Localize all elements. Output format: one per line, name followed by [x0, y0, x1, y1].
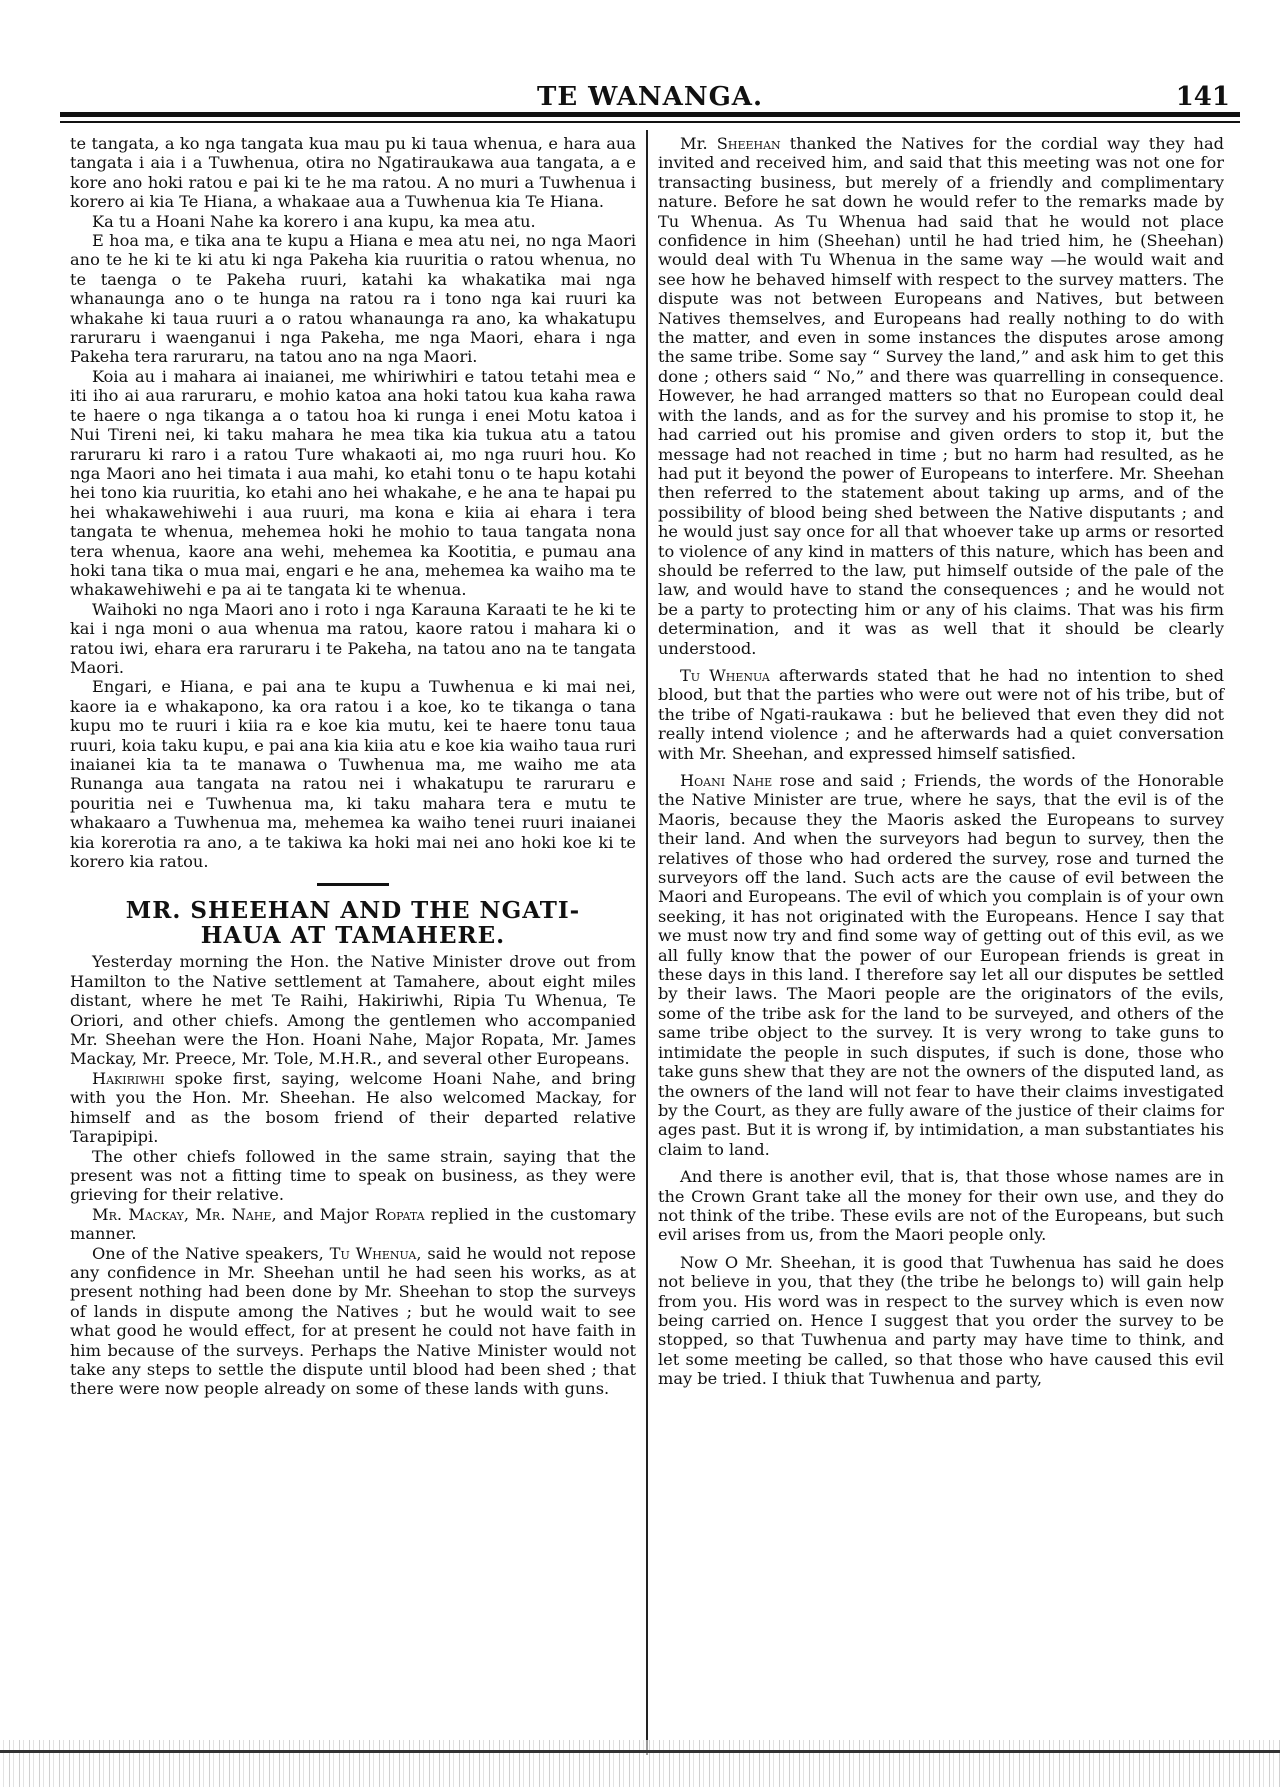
paragraph: [70, 1069, 636, 1147]
paragraph: Engari, e Hiana, e pai ana te kupu a Tuwhenua e ki mai nei, kaore ia e whakapono, ka ora ratou i a koe, ko te tikanga o tana kupu mo te ruuri i kiia ra e koe kia mutu, kei te haere tonu taua ruuri, koia taku kupu, e pai ana kia kiia atu e koe kia waiho taua ruri inaianei kia ta te manawa o Tuwhenua ma, me waiho me ata Runanga aua tangata na ratou nei i whakatupu te raruraru e pouritia nei e Tuwhenua ma, ki taku mahara tera e mutu te whakaaro a Tuwhenua ma, mehemea ka waiho tenei ruuri inaianei kia korerotia ra ano, a te takiwa ka hoki mai nei ano hoki koe ki te korero kia ratou.: [70, 677, 636, 872]
paragraph: Waihoki no nga Maori ano i roto i nga Karauna Karaati te he ki te kai i nga moni o aua whenua ma ratou, kaore ratou i mahara ki o ratou iwi, ehara era raruraru i te Pakeha, na tatou ano na te tangata Maori.: [70, 599, 636, 677]
paragraph: [70, 1147, 636, 1205]
paragraph-text: , said he would not repose any confidence in Mr. Sheehan until he had seen his works, as at present nothing had been done by Mr. Sheehan to stop the surveys of lands in dispute among the Natives ; but he would wait to see what good he would effect, for at present he could not have faith in him because of the surveys. Perhaps the Native Minister would not take any steps to settle the dispute until blood had been shed ; that there were now people already on some of these lands with guns.: [70, 1243, 636, 1399]
paragraph: [658, 134, 1224, 658]
scan-noise: [0, 1740, 1280, 1787]
paragraph-text: spoke first, saying, welcome Hoani Nahe, and bring with you the Hon. Mr. Sheehan. He also welcomed Mackay, for himself and as the bosom friend of their departed relative Tarapipipi.: [70, 1068, 636, 1147]
section-separator: [317, 883, 389, 886]
speaker-name: Hakiriwhi: [92, 1068, 165, 1088]
paragraph: E hoa ma, e tika ana te kupu a Hiana e mea atu nei, no nga Maori ano te he ki te ki atu ki nga Pakeha kia ruuritia o ratou whenua, no te taenga o te Pakeha ruuri, katahi ka whakatika mai nga whanaunga ano o te hunga na ratou ra i tono nga kai ruuri ka whakahe ki taua ruuri a o ratou whanaunga ra ano, ka whakatupu raruraru i waenganui i nga Pakeha, me nga Maori, ehara i nga Pakeha tera raruraru, na tatou ano na nga Maori.: [70, 231, 636, 367]
paragraph: Ka tu a Hoani Nahe ka korero i ana kupu, ka mea atu.: [92, 211, 536, 231]
paragraph: [70, 1205, 636, 1244]
column-divider: [646, 130, 648, 1755]
article-heading-line: MR. SHEEHAN AND THE NGATI-: [125, 897, 581, 925]
paragraph: [658, 771, 1224, 1159]
paragraph-text: Now O Mr. Sheehan, it is good that Tuwhenua has said he does not believe in you, that they (the tribe he belongs to) will gain help from you. His word was in respect to the survey which is even now being carried on. Hence I suggest that you order the survey to be stopped, so that Tuwhenua and party may have time to think, and let some meeting be called, so that those who have caused this evil may be tried. I thiuk that Tuwhenua and party,: [658, 1252, 1224, 1389]
speaker-name: Sheehan: [716, 134, 781, 153]
speaker-name: Tu Whenua: [329, 1243, 417, 1263]
right-column: [658, 134, 1224, 1397]
footer-rule: [0, 1750, 1280, 1753]
paragraph-text: Mr.: [680, 134, 717, 153]
article-heading-line: HAUA AT TAMAHERE.: [200, 922, 506, 950]
speaker-name: Hoani Nahe: [680, 771, 773, 790]
paragraph: [658, 1253, 1224, 1389]
speaker-name: Ropata: [374, 1204, 425, 1224]
paragraph-text: afterwards stated that he had no intention to shed blood, but that the parties who were out were not of his tribe, but of the tribe of Ngati-raukawa : but he believed that even they did not really intend violence ; and he afterwards had a quiet conversation with Mr. Sheehan, and expressed himself satisfied.: [658, 665, 1224, 763]
speaker-name: Tu Whenua: [680, 665, 770, 685]
page-number: 141: [1175, 82, 1230, 112]
paragraph-text: And there is another evil, that is, that those whose names are in the Crown Grant take all the money for their own use, and they do not think of the tribe. These evils are not of the Europeans, but such evil arises from us, from the Maori people only.: [658, 1167, 1224, 1245]
paragraph: Koia au i mahara ai inaianei, me whiriwhiri e tatou tetahi mea e iti iho ai aua raruraru, e mohio katoa ana hoki tatou kua kaha rawa te haere o nga tikanga a o tatou hoa ki runga i enei Motu katoa i Nui Tireni nei, ki taku mahara he mea tika kia tukua atu a tatou raruraru ki raro i a ratou Ture whakaoti ai, mo nga ruuri hou. Ko nga Maori ano hei timata i aua mahi, ko etahi tonu o te hapu kotahi hei tono kia ruuritia, ko etahi ano hei whakahe, e he ana te hapai pu hei whakawehiwehi i aua ruuri, ma kona e kiia ai ehara i tera tangata te whenua, mehemea hoki he mohio to taua tangata nona tera whenua, kaore ana wehi, mehemea ka Kootitia, e pumau ana hoki tana tika o mua mai, engari e he ana, mehemea ka waiho ma te whakawehiwehi e pa ai te tangata ki te whenua.: [70, 366, 636, 600]
speaker-name: Mr. Mackay, Mr. Nahe,: [92, 1204, 277, 1224]
paragraph: [70, 1244, 636, 1399]
left-column: [70, 134, 636, 1399]
newspaper-title: TE WANANGA.: [536, 82, 764, 112]
paragraph-text: rose and said ; Friends, the words of the Honorable the Native Minister are true, where he says, that the evil is of the Maoris, because they the Maoris asked the Europeans to survey their land. And when the surveyors had begun to survey, then the relatives of those who had ordered the survey, rose and turned the surveyors off the land. Such acts are the cause of evil between the Maori and Europeans. The evil of which you complain is of your own seeking, it has not originated with the Europeans. Hence I say that we must now try and find some way of getting out of this evil, as we all fully know that the power of our European friends is great in these days in this land. I therefore say let all our disputes be settled by their laws. The Maori people are the originators of the evils, some of the tribe ask for the land to be surveyed, and others of the same tribe object to the survey. It is very wrong to take guns to intimidate the people in such disputes, if such is done, those who take guns shew that they are not the owners of the disputed land, as the owners of the land will not fear to have their claims investigated by the Court, as they are fully aware of the justice of their claims for ages past. But it is wrong if, by intimidation, a man substantiates his claim to land.: [658, 771, 1224, 1159]
header-rule-thick: [60, 112, 1240, 117]
paragraph: [658, 1167, 1224, 1245]
paragraph-text: replied in the customary manner.: [70, 1204, 637, 1244]
paragraph: [70, 952, 636, 1068]
header-rule-thin: [60, 121, 1240, 123]
paragraph: [658, 666, 1224, 763]
paragraph-text: The other chiefs followed in the same strain, saying that the present was not a fitting time to speak on business, as they were grieving for their relative.: [70, 1146, 636, 1205]
article-heading: [70, 898, 636, 948]
paragraph-text: Yesterday morning the Hon. the Native Minister drove out from Hamilton to the Native settlement at Tamahere, about eight miles distant, where he met Te Raihi, Hakiriwhi, Ripia Tu Whenua, Te Oriori, and other chiefs. Among the gentlemen who accompanied Mr. Sheehan were the Hon. Hoani Nahe, Major Ropata, Mr. James Mackay, Mr. Preece, Mr. Tole, M.H.R., and several other Europeans.: [70, 952, 636, 1069]
paragraph-text: and Major: [276, 1204, 375, 1224]
paragraph-text: thanked the Natives for the cordial way they had invited and received him, and said that this meeting was not one for transacting business, but merely of a friendly and complimentary nature. Before he sat down he would refer to the remarks made by Tu Whenua. As Tu Whenua had said that he would not place confidence in him (Sheehan) until he had tried him, he (Sheehan) would deal with Tu Whenua in the same way —he would wait and see how he behaved himself with respect to the survey matters. The dispute was not between Europeans and Natives, but between Natives themselves, and Europeans had really nothing to do with the matter, and even in some instances the disputes arose among the same tribe. Some say “ Survey the land,” and ask him to get this done ; others said “ No,” and there was quarrelling in consequence. However, he had arranged matters so that no European could deal with the lands, and as for the survey and his promise to stop it, he had carried out his promise and given orders to stop it, but the message had not reached in time ; but no harm had resulted, as he had put it beyond the power of Europeans to interfere. Mr. Sheehan then referred to the statement about taking up arms, and of the possibility of blood being shed between the Native disputants ; and he would just say once for all that whoever take up arms or resorted to violence of any kind in matters of this nature, which has been and should be referred to the law, put himself outside of the pale of the law, and would have to stand the consequences ; and he would not be a party to protecting him or any of his claims. That was his firm determination, and it was as well that it should be clearly understood.: [658, 134, 1224, 658]
paragraph-text: One of the Native speakers,: [92, 1243, 330, 1263]
paragraph: te tangata, a ko nga tangata kua mau pu ki taua whenua, e hara aua tangata i aia i a Tuwhenua, otira no Ngatiraukawa aua tangata, a e kore ano hoki ratou e pai ki te he ma ratou. A no muri a Tuwhenua i korero ai kia Te Hiana, a whakaae aua a Tuwhenua kia Te Hiana.: [70, 134, 636, 212]
